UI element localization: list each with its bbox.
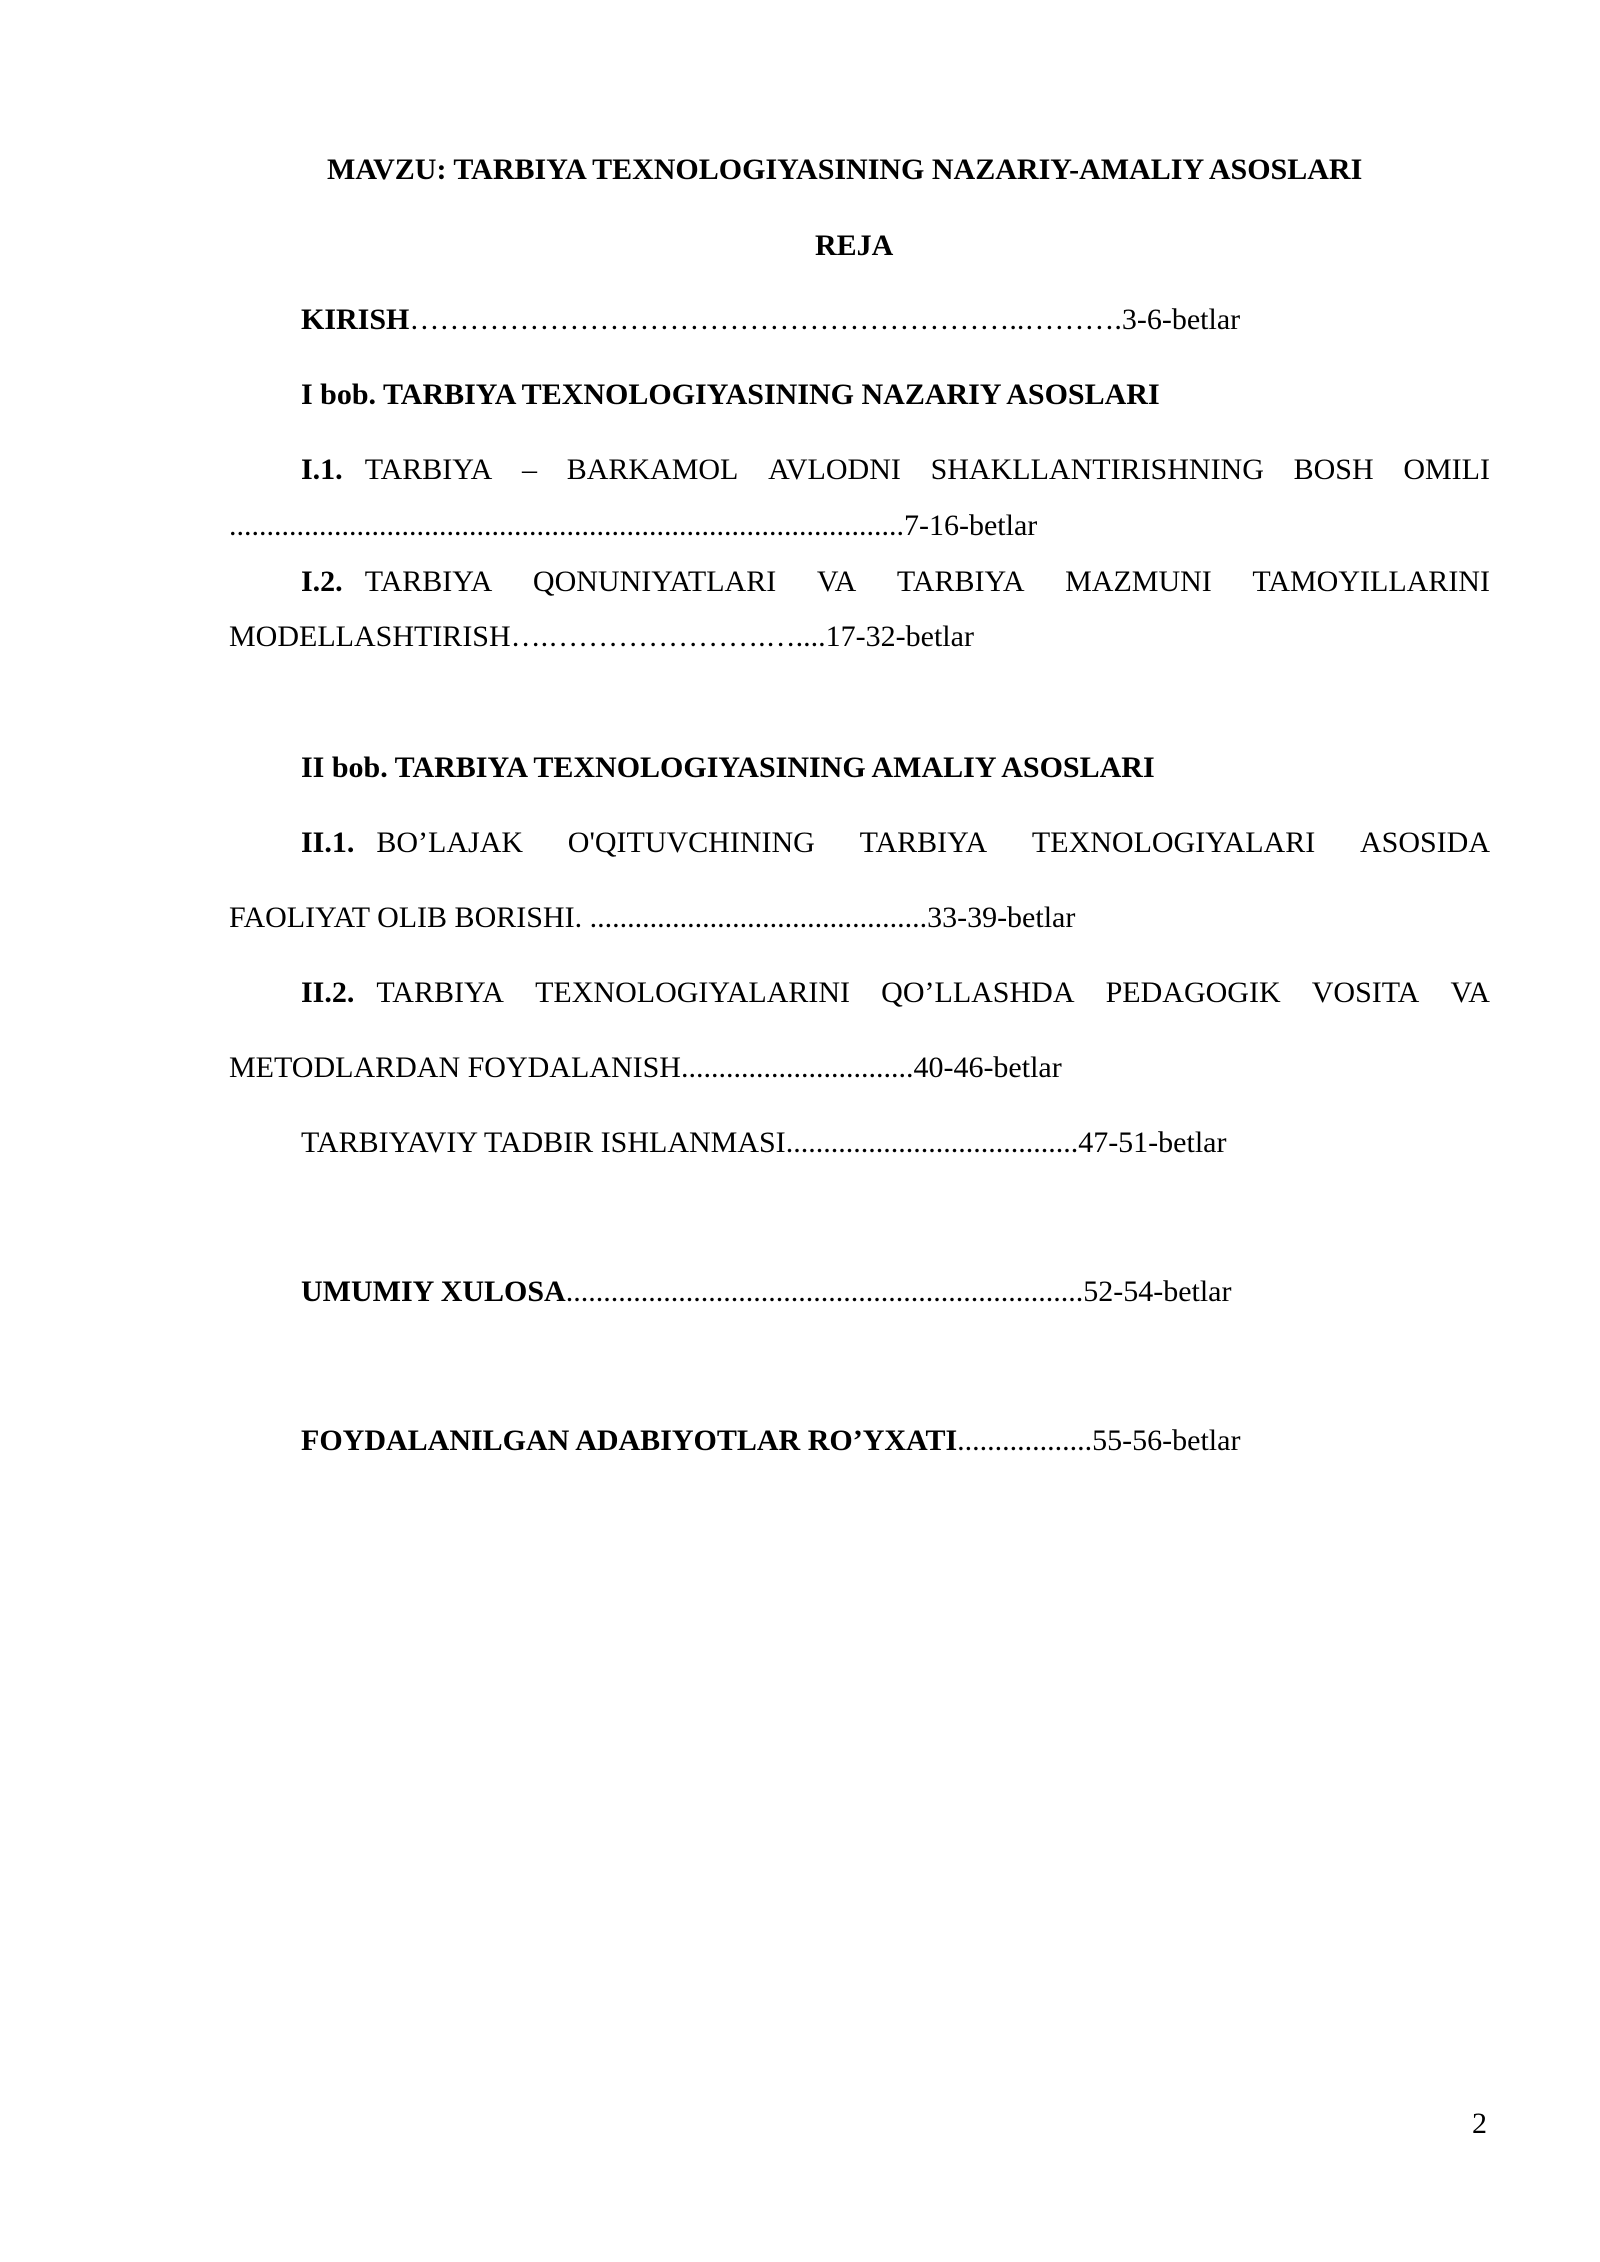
- word: TARBIYA: [859, 826, 988, 859]
- toc-chapter-2: II bob. TARBIYA TEXNOLOGIYASINING AMALIY ASOSLARI: [301, 751, 1155, 784]
- toc-leader: ..................: [957, 1424, 1093, 1457]
- toc-entry-event: [301, 1125, 1226, 1161]
- word: BOSH: [1293, 453, 1374, 486]
- section-text-cont: FAOLIYAT OLIB BORISHI.: [229, 901, 583, 934]
- word: OMILI: [1403, 453, 1490, 486]
- toc-entry-1-2: [301, 564, 1490, 600]
- word: TARBIYA: [376, 976, 504, 1009]
- section-text: [365, 564, 1490, 600]
- word: –: [522, 453, 537, 486]
- toc-entry-2-1-line1: [301, 825, 1490, 861]
- word: SHAKLLANTIRISHNING: [930, 453, 1264, 486]
- word: TEXNOLOGIYALARINI: [535, 976, 851, 1009]
- section-text-cont: METODLARDAN FOYDALANISH: [229, 1051, 681, 1084]
- word: MAZMUNI: [1065, 565, 1212, 598]
- toc-entry-references: [301, 1423, 1240, 1459]
- word: O'QITUVCHINING: [567, 826, 815, 859]
- toc-label: KIRISH: [301, 303, 410, 336]
- word: TARBIYA: [896, 565, 1025, 598]
- page-number: 2: [1472, 2107, 1487, 2140]
- section-number: II.2.: [301, 976, 355, 1009]
- toc-entry-2-1: [301, 825, 1490, 861]
- toc-pages: ...17-32-betlar: [803, 620, 974, 653]
- toc-entry-2-2-line1: [301, 975, 1490, 1011]
- toc-entry-kirish: [301, 302, 1240, 338]
- toc-label: FOYDALANILGAN ADABIYOTLAR RO’YXATI: [301, 1424, 958, 1457]
- toc-entry-2-2-line2: [229, 1050, 1062, 1086]
- section-number: I.1.: [301, 453, 343, 486]
- toc-leader: ..........................................................................................: [229, 509, 904, 542]
- word: QONUNIYATLARI: [532, 565, 777, 598]
- toc-label: UMUMIY XULOSA: [301, 1275, 566, 1308]
- section-number: I.2.: [301, 565, 343, 598]
- section-number: II.1.: [301, 826, 355, 859]
- section-text: [376, 825, 1490, 861]
- toc-pages: 33-39-betlar: [927, 901, 1076, 934]
- toc-entry-1-1-line2: [229, 508, 1037, 544]
- word: BO’LAJAK: [376, 826, 524, 859]
- toc-pages: 3-6-betlar: [1121, 303, 1241, 336]
- toc-entry-1-2-line2: [229, 619, 974, 655]
- toc-entry-1-1: [301, 452, 1490, 488]
- word: TARBIYA: [364, 453, 493, 486]
- word: TEXNOLOGIYALARI: [1031, 826, 1316, 859]
- toc-entry-2-2: [301, 975, 1490, 1011]
- toc-leader: .......................................: [785, 1126, 1079, 1159]
- toc-leader: ….………………….….: [510, 620, 804, 653]
- document-title: MAVZU: TARBIYA TEXNOLOGIYASINING NAZARIY-AMALIY ASOSLARI: [327, 153, 1363, 186]
- word: TAMOYILLARINI: [1252, 565, 1490, 598]
- toc-pages: 7-16-betlar: [904, 509, 1038, 542]
- toc-label: TARBIYAVIY TADBIR ISHLANMASI: [301, 1126, 786, 1159]
- word: ASOSIDA: [1359, 826, 1490, 859]
- toc-entry-1-2-line1: [301, 564, 1490, 600]
- word: VA: [816, 565, 857, 598]
- toc-pages: 40-46-betlar: [913, 1051, 1062, 1084]
- toc-entry-conclusion: [301, 1274, 1232, 1310]
- toc-leader: .....................................................................: [565, 1275, 1084, 1308]
- word: TARBIYA: [364, 565, 493, 598]
- word: AVLODNI: [768, 453, 901, 486]
- word: QO’LLASHDA: [881, 976, 1075, 1009]
- section-text: [376, 975, 1490, 1011]
- toc-pages: 47-51-betlar: [1078, 1126, 1227, 1159]
- toc-leader: ...............................: [680, 1051, 914, 1084]
- word: PEDAGOGIK: [1105, 976, 1281, 1009]
- toc-entry-1-1-line1: [301, 452, 1490, 488]
- toc-entry-2-1-line2: [229, 900, 1075, 936]
- toc-leader: ……………………………………………………..……….: [409, 303, 1122, 336]
- plan-heading: REJA: [815, 229, 894, 262]
- word: BARKAMOL: [566, 453, 739, 486]
- toc-pages: 55-56-betlar: [1092, 1424, 1241, 1457]
- toc-chapter-1: I bob. TARBIYA TEXNOLOGIYASINING NAZARIY ASOSLARI: [301, 378, 1160, 411]
- toc-leader: .............................................: [582, 901, 928, 934]
- section-text: [365, 452, 1490, 488]
- word: VA: [1450, 976, 1490, 1009]
- toc-pages: 52-54-betlar: [1083, 1275, 1232, 1308]
- word: VOSITA: [1311, 976, 1420, 1009]
- section-text-cont: MODELLASHTIRISH: [229, 620, 511, 653]
